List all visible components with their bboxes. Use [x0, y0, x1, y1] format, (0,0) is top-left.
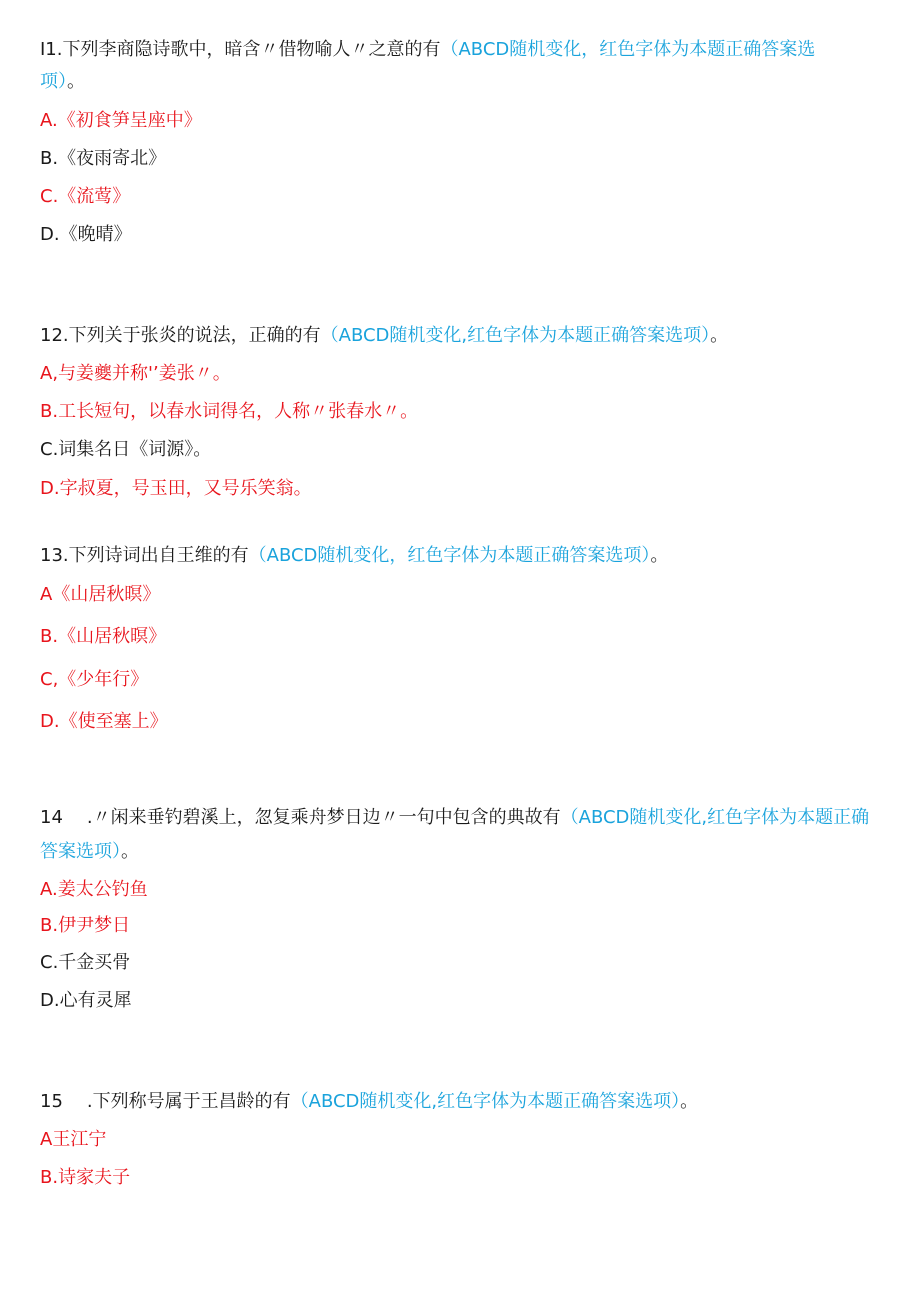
q15-option-a: A王江宁 [40, 1129, 107, 1150]
q14-option-c: C.千金买骨 [40, 952, 131, 973]
question-12-stem: 12.下列关于张炎的说法，正确的有（ABCD随机变化,红色字体为本题正确答案选项）。 [40, 325, 729, 346]
q13-option-b: B.《山居秋暝》 [40, 626, 167, 647]
q15-option-b: B.诗家夫子 [40, 1167, 131, 1188]
q13-option-d: D.《使至塞上》 [40, 711, 168, 732]
question-14-stem-cont: 答案选项）。 [40, 841, 139, 862]
q14-option-a: A.姜太公钓鱼 [40, 879, 148, 900]
q11-option-c: C.《流莺》 [40, 186, 131, 207]
question-11-stem: I1.下列李商隐诗歌中，暗含〃借物喻人〃之意的有（ABCD随机变化，红色字体为本题正确答案选 [40, 39, 816, 60]
q11-option-a: A.《初食笋呈座中》 [40, 110, 202, 131]
q13-option-c: C,《少年行》 [40, 669, 149, 690]
question-15-stem: 15 .下列称号属于王昌龄的有（ABCD随机变化,红色字体为本题正确答案选项）。 [40, 1091, 699, 1112]
q14-option-b: B.伊尹梦日 [40, 915, 131, 936]
q11-option-b: B.《夜雨寄北》 [40, 148, 167, 169]
question-11-stem-cont: 项）。 [40, 71, 85, 92]
q14-option-d: D.心有灵犀 [40, 990, 132, 1011]
question-14-stem: 14 .〃闲来垂钓碧溪上，忽复乘舟梦日边〃一句中包含的典故有（ABCD随机变化,红色字体为本题正确 [40, 807, 870, 828]
question-13-stem: 13.下列诗词出自王维的有（ABCD随机变化，红色字体为本题正确答案选项）。 [40, 545, 669, 566]
q12-option-b: B.工长短句，以春水词得名，人称〃张春水〃。 [40, 401, 419, 422]
q12-option-c: C.词集名日《词源》。 [40, 439, 212, 460]
q11-option-d: D.《晚晴》 [40, 224, 132, 245]
q12-option-d: D.字叔夏，号玉田，又号乐笑翁。 [40, 478, 312, 499]
q12-option-a: A,与姜夔并称'’姜张〃。 [40, 363, 231, 384]
q13-option-a: A《山居秋暝》 [40, 584, 161, 605]
